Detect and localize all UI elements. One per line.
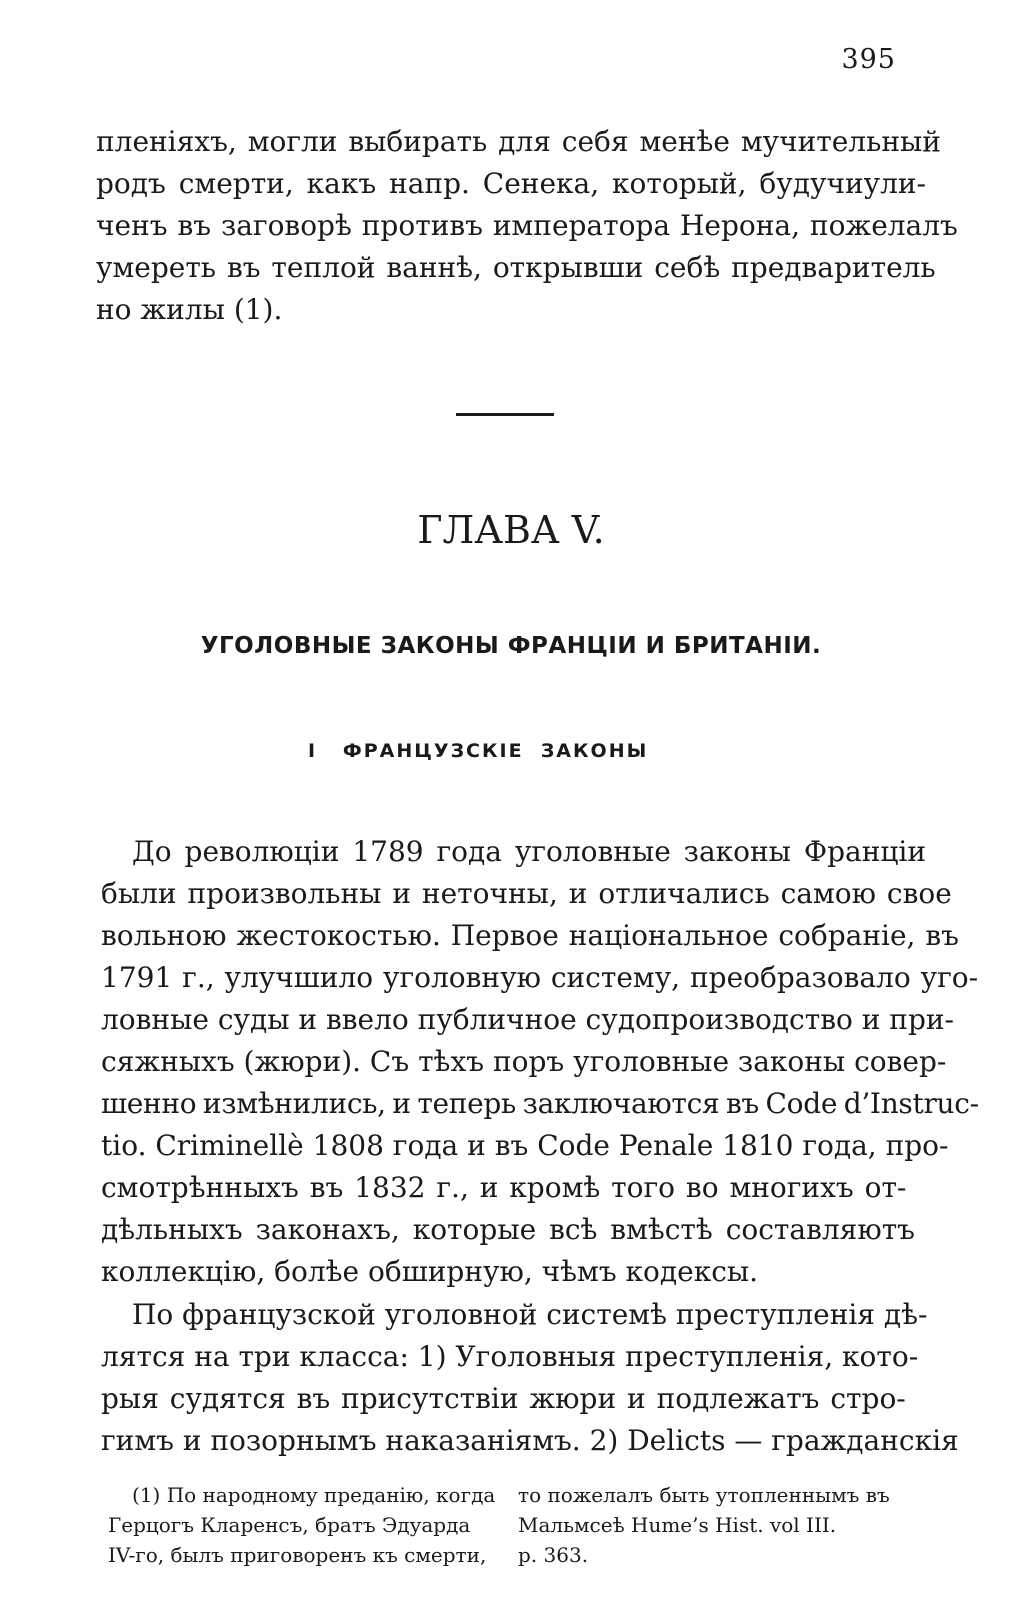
body-line: гимъ и позорнымъ наказаніямъ. 2) Delicts — гражданскія	[101, 1424, 959, 1457]
body-line: смотрѣнныхъ въ 1832 г., и кромѣ того во многихъ от-	[101, 1171, 907, 1204]
footnote-left-line: (1) По народному преданію, когда	[132, 1483, 496, 1507]
footnote-right-line: то пожелалъ быть утопленнымъ въ	[518, 1483, 890, 1507]
intro-line: пленіяхъ, могли выбирать для себя менѣе мучительный	[96, 125, 941, 158]
page-number: 395	[841, 44, 896, 75]
body-line: рыя судятся въ присутствіи жюри и подлежатъ стро-	[101, 1382, 906, 1415]
section-heading: I ФРАНЦУЗСКІЕ ЗАКОНЫ	[308, 740, 649, 762]
intro-line: родъ смерти, какъ напр. Сенека, который, будучиули-	[96, 167, 926, 200]
intro-line: но жилы (1).	[96, 293, 283, 326]
intro-line: умереть въ теплой ваннѣ, открывши себѣ предваритель	[96, 251, 936, 284]
footnote-right-line: Мальмсеѣ Hume’s Hist. vol III.	[518, 1513, 837, 1537]
body-line: шенно измѣнились, и теперь заключаются въ Code d’Instruc-	[101, 1087, 979, 1120]
body-line: сяжныхъ (жюри). Съ тѣхъ поръ уголовные законы совер-	[101, 1045, 947, 1078]
body-line: были произвольны и неточны, и отличались самою свое	[101, 877, 952, 910]
body-line: tio. Criminellè 1808 года и въ Code Penale 1810 года, про-	[101, 1129, 949, 1162]
body-line: До революціи 1789 года уголовные законы Франціи	[132, 835, 926, 868]
section-divider	[456, 413, 554, 416]
body-line: вольною жестокостью. Первое національное собраніе, въ	[101, 919, 959, 952]
intro-line: ченъ въ заговорѣ противъ императора Нерона, пожелалъ	[96, 209, 958, 242]
body-line: 1791 г., улучшило уголовную систему, преобразовало уго-	[101, 961, 979, 994]
body-line: По французской уголовной системѣ преступленія дѣ-	[132, 1298, 928, 1331]
footnote-right-line: p. 363.	[518, 1543, 589, 1567]
chapter-title: ГЛАВА V.	[417, 508, 605, 552]
footnote-left-line: IV-го, былъ приговоренъ къ смерти,	[108, 1543, 487, 1567]
body-line: лятся на три класса: 1) Уголовныя преступленія, кото-	[101, 1340, 919, 1373]
body-line: дѣльныхъ законахъ, которые всѣ вмѣстѣ составляютъ	[101, 1213, 915, 1246]
body-line: коллекцію, болѣе обширную, чѣмъ кодексы.	[101, 1255, 759, 1288]
chapter-subtitle: УГОЛОВНЫЕ ЗАКОНЫ ФРАНЦІИ И БРИТАНІИ.	[200, 633, 822, 659]
body-line: ловные суды и ввело публичное судопроизводство и при-	[101, 1003, 955, 1036]
footnote-left-line: Герцогъ Кларенсъ, братъ Эдуарда	[108, 1513, 471, 1537]
